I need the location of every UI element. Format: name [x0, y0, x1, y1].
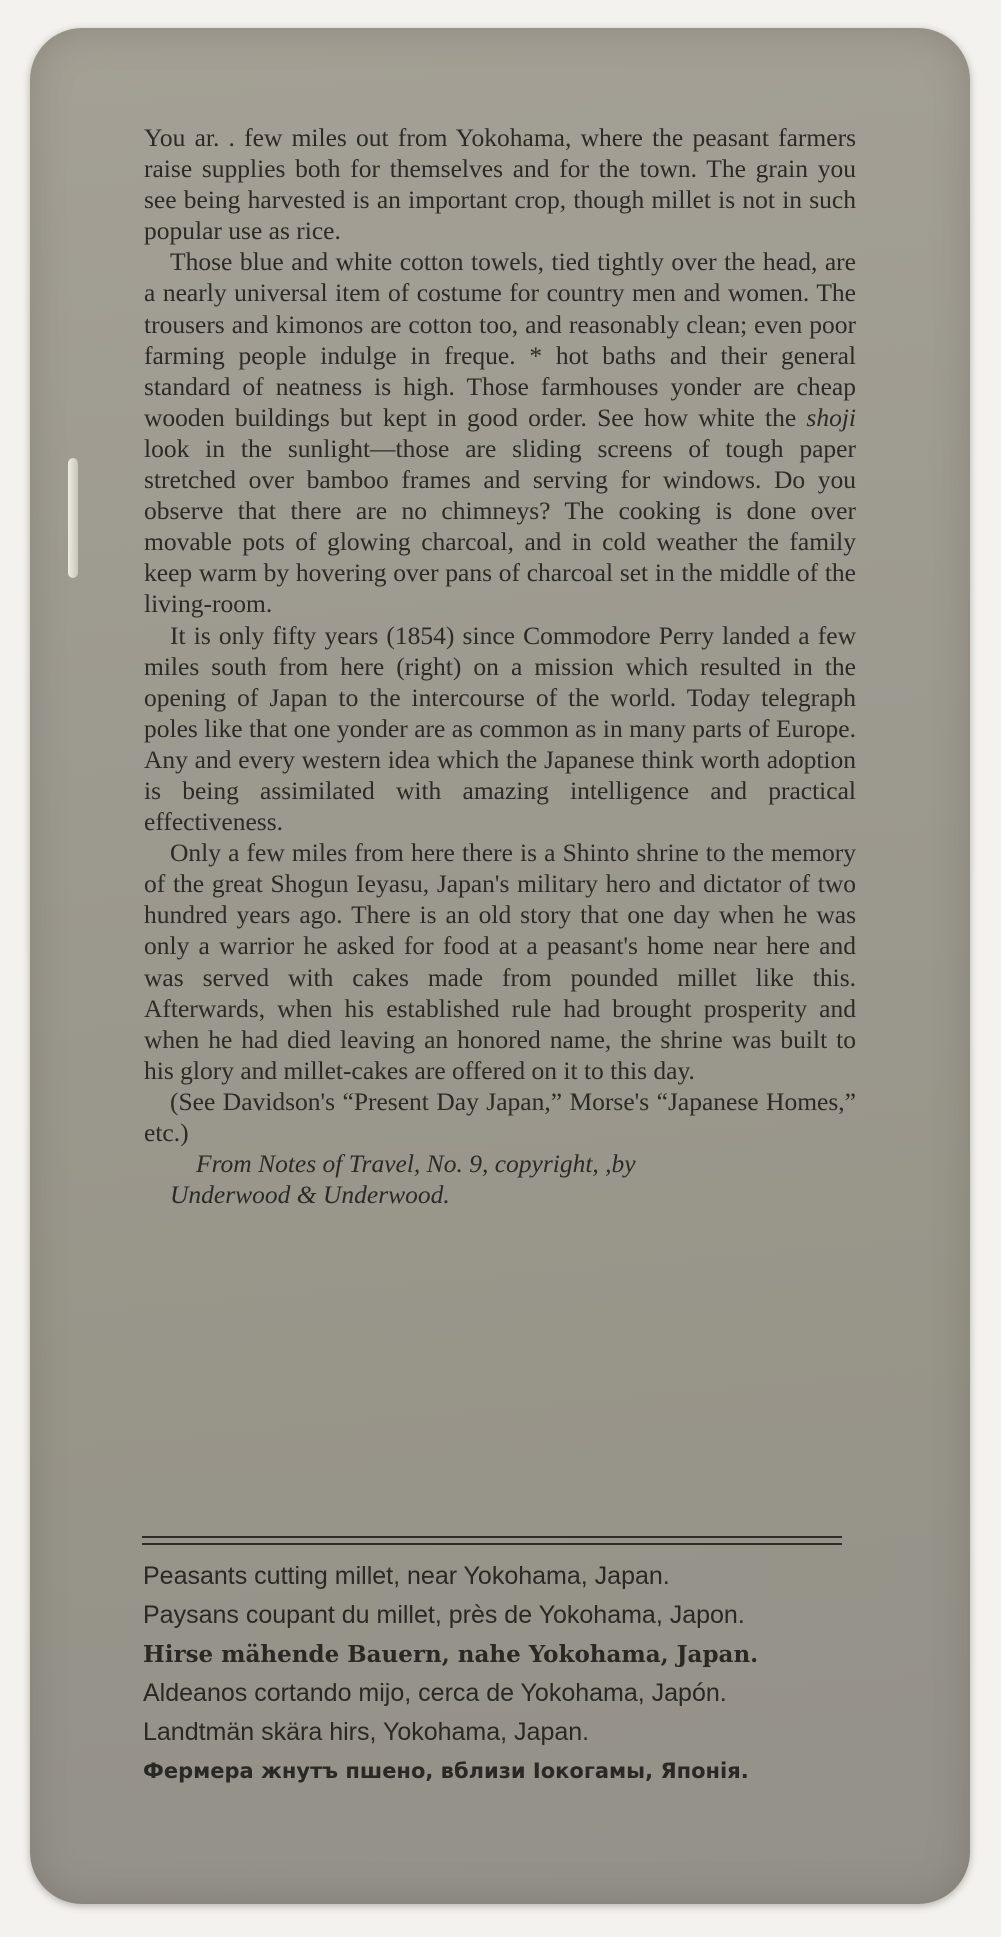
double-rule-divider	[142, 1536, 842, 1545]
credit-line-2: Underwood & Underwood.	[170, 1180, 450, 1210]
paragraph-1: You ar. . few miles out from Yokohama, where the peasant farmers raise supplies both for themselves and for the town. The grain you see being harvested is an important crop, though millet is not in such popular use as rice.	[144, 123, 856, 246]
paragraph-2	[144, 246, 856, 619]
reference-note: (See Davidson's “Present Day Japan,” Morse's “Japanese Homes,” etc.)	[144, 1086, 856, 1147]
caption-english: Peasants cutting millet, near Yokohama, Japan.	[143, 1562, 670, 1590]
multilingual-captions	[143, 1562, 855, 1796]
caption-russian: Фермеpа жнутъ пшено, вблизи Іокогамы, Японія.	[143, 1759, 749, 1783]
travel-notes-text	[144, 122, 856, 1210]
shoji-term: shoji	[806, 402, 857, 432]
caption-swedish: Landtmän skära hirs, Yokohama, Japan.	[143, 1718, 590, 1746]
card-edge-wear	[68, 458, 78, 578]
caption-german: Hirse mähende Bauern, nahe Yokohama, Japan.	[143, 1641, 759, 1668]
paragraph-2-start: Those blue and white cotton towels, tied tightly over the head, are a nearly universal item of costume for country men and women. The trousers and kimonos are cotton too, and reasonably clean; even poor farming people indulge in freque. * hot baths and their general standard of neatness is high. Those farmhouses yonder are cheap wooden buildings but kept in good order. See how white the	[144, 247, 856, 432]
paragraph-4: Only a few miles from here there is a Shinto shrine to the memory of the great Shogun Ieyasu, Japan's military hero and dictator of two hundred years ago. There is an old story that one day when he was only a warrior he asked for food at a peasant's home near here and was served with cakes made from pounded millet like this. Afterwards, when his established rule had brought prosperity and when he had died leaving an honored name, the shrine was built to his glory and millet-cakes are offered on it to this day.	[144, 838, 856, 1085]
credit-line-1: From Notes of Travel, No. 9, copyright, ,by	[196, 1149, 636, 1179]
caption-spanish: Aldeanos cortando mijo, cerca de Yokohama, Japón.	[143, 1679, 727, 1707]
caption-french: Paysans coupant du millet, près de Yokohama, Japon.	[143, 1601, 745, 1629]
paragraph-3: It is only fifty years (1854) since Commodore Perry landed a few miles south from here (right) on a mission which resulted in the opening of Japan to the intercourse of the world. Today telegraph poles like that one yonder are as common as in many parts of Europe. Any and every western idea which the Japanese think worth adoption is being assimilated with amazing intelligence and practical effectiveness.	[144, 620, 856, 837]
paragraph-2-end: look in the sunlight—those are sliding screens of tough paper stretched over bamboo frames and serving for windows. Do you observe that there are no chimneys? The cooking is done over movable pots of glowing charcoal, and in cold weather the family keep warm by hovering over pans of charcoal set in the middle of the living-room.	[144, 433, 856, 619]
copyright-credit	[144, 1148, 856, 1210]
